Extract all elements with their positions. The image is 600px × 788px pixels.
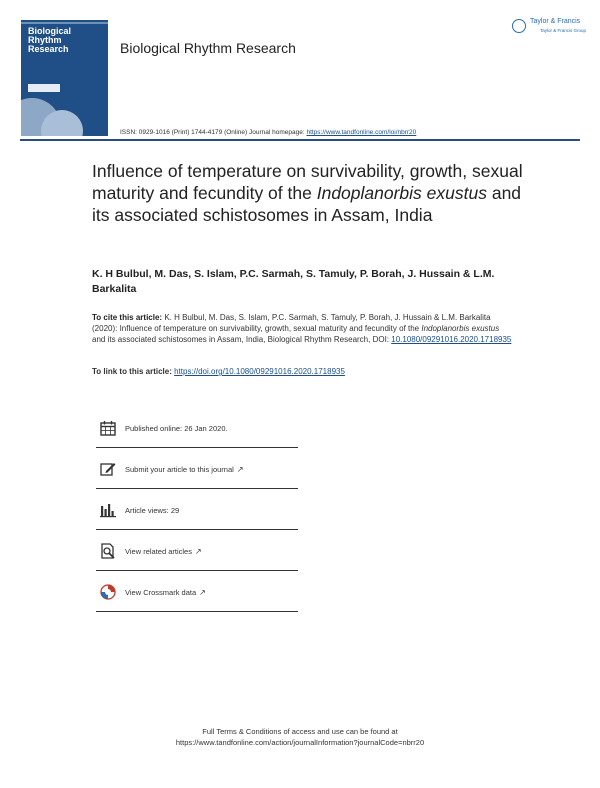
external-link-icon: ↗	[194, 547, 202, 556]
journal-cover-image	[21, 20, 108, 136]
row-divider	[96, 611, 298, 613]
logo-subtext: Taylor & Francis Group	[540, 28, 587, 33]
cover-title-line: Research	[28, 44, 69, 54]
article-views: Article views: 29	[125, 506, 180, 515]
journal-homepage-link[interactable]: https://www.tandfonline.com/loi/nbrr20	[306, 129, 417, 136]
link-label: To link to this article:	[92, 367, 175, 376]
submit-article-text: Submit your article to this journal	[125, 465, 234, 474]
document-search-icon	[100, 543, 116, 559]
info-row-related[interactable]	[96, 531, 298, 571]
calendar-icon	[100, 420, 116, 436]
article-link-line	[92, 367, 512, 376]
footer-line: Full Terms & Conditions of access and use can be found at	[202, 727, 398, 736]
title-text: Influence of temperature on survivability, growth, sexual maturity and fecundity of the	[92, 161, 523, 203]
crossmark-icon	[100, 584, 116, 600]
related-articles-link[interactable]	[125, 547, 202, 556]
info-row-crossmark[interactable]	[96, 572, 298, 612]
info-row-published	[96, 408, 298, 448]
citation-block	[92, 312, 512, 345]
title-species: Indoplanorbis exustus	[316, 183, 487, 203]
external-link-icon: ↗	[236, 465, 244, 474]
author-list: K. H Bulbul, M. Das, S. Islam, P.C. Sarmah, S. Tamuly, P. Borah, J. Hussain & L.M. Barkalita	[92, 268, 495, 295]
terms-footer	[0, 726, 600, 748]
citation-species: Indoplanorbis exustus	[421, 324, 500, 333]
crossmark-text: View Crossmark data	[125, 588, 197, 597]
row-divider	[96, 447, 298, 449]
row-divider	[96, 488, 298, 490]
cover-title	[28, 27, 106, 54]
footer-url[interactable]: https://www.tandfonline.com/action/journalInformation?journalCode=nbrr20	[175, 738, 425, 747]
bar-chart-icon	[100, 502, 116, 518]
cover-bar	[28, 84, 60, 92]
pencil-icon	[100, 461, 116, 477]
issn-line	[120, 129, 416, 136]
journal-title[interactable]: Biological Rhythm Research	[120, 40, 296, 56]
title-text: and its associated schistosomes in Assam, India	[92, 183, 522, 225]
logo-text: Taylor & Francis	[530, 18, 581, 25]
row-divider	[96, 570, 298, 572]
citation-text: and its associated schistosomes in Assam, India, Biological Rhythm Research, DOI:	[92, 335, 392, 344]
cover-title-line: Biological	[28, 26, 72, 36]
cover-title-line: Rhythm	[28, 35, 62, 45]
published-date: Published online: 26 Jan 2020.	[125, 424, 228, 433]
cover-strip	[21, 22, 108, 24]
crossmark-link[interactable]	[125, 588, 206, 597]
logo-ring-icon	[512, 19, 526, 33]
doi-link[interactable]: 10.1080/09291016.2020.1718935	[391, 335, 512, 344]
citation-text: K. H Bulbul, M. Das, S. Islam, P.C. Sarmah, S. Tamuly, P. Borah, J. Hussain & L.M. Barkalita (2020): Influence of temperature on survivability, growth, sexual maturity and fecundity of the	[92, 313, 491, 333]
article-doi-url[interactable]: https://doi.org/10.1080/09291016.2020.1718935	[174, 367, 345, 376]
article-title	[92, 160, 532, 226]
info-row-submit[interactable]	[96, 449, 298, 489]
external-link-icon: ↗	[199, 588, 206, 597]
issn-text: ISSN: 0929-1016 (Print) 1744-4179 (Online) Journal homepage:	[120, 129, 307, 136]
publisher-logo[interactable]	[512, 18, 587, 38]
row-divider	[96, 529, 298, 531]
related-articles-text: View related articles	[125, 547, 192, 556]
submit-article-link[interactable]	[125, 465, 244, 474]
header-divider	[20, 139, 580, 141]
info-row-views	[96, 490, 298, 530]
citation-label: To cite this article:	[92, 313, 163, 322]
